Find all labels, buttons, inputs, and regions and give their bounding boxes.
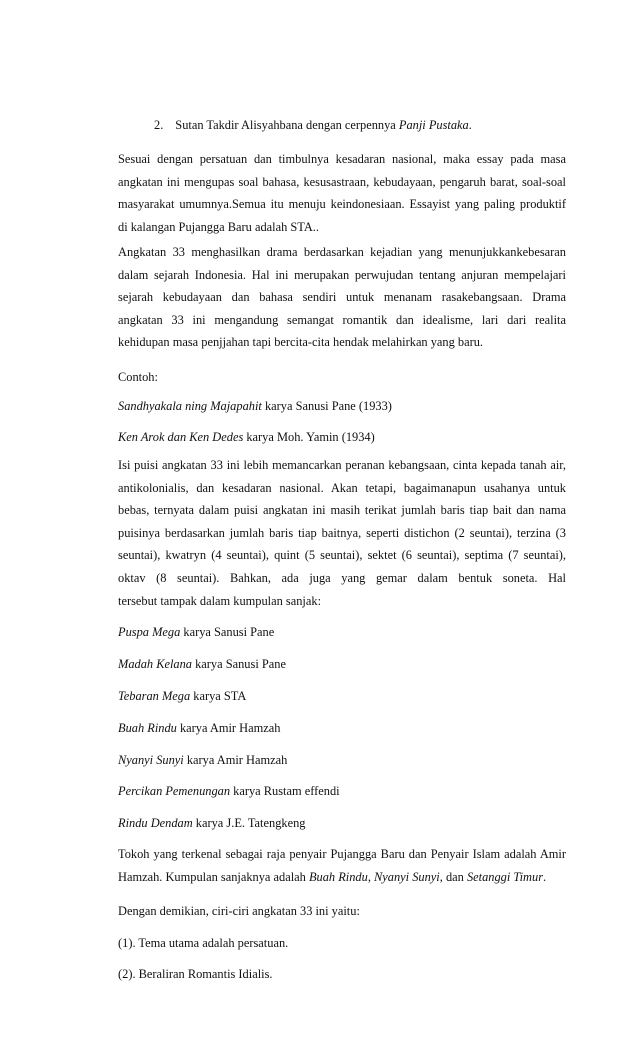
work-title: Rindu Dendam [118, 816, 193, 830]
paragraph-essay [118, 148, 566, 238]
poetry-collection: Buah Rindu karya Amir Hamzah [118, 721, 281, 735]
list-text: Sutan Takdir Alisyahbana dengan cerpennya [175, 118, 399, 132]
work-title: Setanggi Timur [466, 869, 544, 884]
poetry-collection: Tebaran Mega karya STA [118, 689, 247, 703]
characteristic-item: (1). Tema utama adalah persatuan. [118, 936, 289, 950]
poetry-collection: Puspa Mega karya Sanusi Pane [118, 625, 275, 639]
work-title: Panji Pustaka [398, 118, 469, 132]
poetry-collection: Percikan Pemenungan karya Rustam effendi [118, 784, 340, 798]
work-title: Puspa Mega [118, 625, 181, 639]
characteristics-intro: Dengan demikian, ciri-ciri angkatan 33 ini yaitu: [118, 904, 360, 918]
paragraph-line: oktav (8 seuntai). Bahkan, ada juga yang gemar dalam bentuk soneta. Hal [118, 570, 566, 585]
paragraph-line: di kalangan Pujangga Baru adalah STA.. [118, 219, 319, 234]
paragraph-line: puisinya berdasarkan jumlah baris tiap baitnya, seperti distichon (2 seuntai), terzina (3 [118, 525, 566, 540]
paragraph-drama [118, 241, 566, 354]
work-title: Percikan Pemenungan [118, 784, 231, 798]
contoh-label: Contoh: [118, 370, 158, 384]
drama-example: Ken Arok dan Ken Dedes karya Moh. Yamin (1934) [118, 430, 375, 444]
paragraph-line: kehidupan masa penjjahan tapi bercita-cita hendak melahirkan yang baru. [118, 335, 484, 350]
paragraph-line: masyarakat umumnya.Semua itu menuju keindonesiaan. Essayist yang paling produktif [118, 197, 566, 212]
characteristic-item: (2). Beraliran Romantis Idialis. [118, 967, 273, 981]
drama-example: Sandhyakala ning Majapahit karya Sanusi Pane (1933) [118, 399, 392, 413]
paragraph-line: tersebut tampak dalam kumpulan sanjak: [118, 593, 322, 608]
paragraph-amir-hamzah [118, 843, 566, 888]
work-title: Sandhyakala ning Majapahit [118, 399, 262, 413]
paragraph-line: antikolonialis, dan kesadaran nasional. Akan tetapi, bagaimanapun usahanya untuk [118, 480, 566, 495]
paragraph-line: Angkatan 33 menghasilkan drama berdasarkan kejadian yang menunjukkankebesaran [118, 245, 566, 259]
work-title: Buah Rindu [118, 721, 177, 735]
poetry-collection: Madah Kelana karya Sanusi Pane [118, 657, 286, 671]
work-title: Ken Arok dan Ken Dedes [118, 430, 244, 444]
paragraph-line: dalam sejarah Indonesia. Hal ini merupakan perwujudan tentang anjuran mempelajari [118, 267, 566, 282]
poetry-collection: Nyanyi Sunyi karya Amir Hamzah [118, 753, 288, 767]
list-item-2: 2. Sutan Takdir Alisyahbana dengan cerpennya Panji Pustaka. [154, 118, 472, 132]
paragraph-line: seuntai), kwatryn (4 seuntai), quint (5 seuntai), sektet (6 seuntai), septima (7 seuntai), [118, 548, 566, 563]
work-title: Buah Rindu, Nyanyi Sunyi, [308, 869, 443, 884]
work-title: Nyanyi Sunyi [118, 753, 184, 767]
paragraph-line: sejarah kebudayaan dan bahasa sendiri untuk menanam rasakebangsaan. Drama [118, 290, 566, 305]
paragraph-line: bebas, ternyata dalam puisi angkatan ini masih terikat jumlah baris tiap bait dan nama [118, 503, 566, 518]
list-number: 2. [154, 118, 164, 132]
work-title: Tebaran Mega [118, 689, 191, 703]
paragraph-line: Isi puisi angkatan 33 ini lebih memancarkan peranan kebangsaan, cinta kepada tanah air, [118, 458, 566, 472]
paragraph-line: angkatan 33 ini mengandung semangat romantik dan idealisme, lari dari realita [118, 312, 566, 327]
paragraph-line: Hamzah. Kumpulan sanjaknya adalah Buah Rindu, Nyanyi Sunyi, dan Setanggi Timur. [118, 869, 547, 884]
paragraph-poetry [118, 454, 566, 612]
paragraph-line: angkatan ini mengupas soal bahasa, kesusastraan, kebudayaan, pengaruh barat, soal-soal [118, 174, 566, 189]
work-title: Madah Kelana [118, 657, 192, 671]
paragraph-line: Sesuai dengan persatuan dan timbulnya kesadaran nasional, maka essay pada masa [118, 152, 566, 166]
paragraph-line: Tokoh yang terkenal sebagai raja penyair Pujangga Baru dan Penyair Islam adalah Amir [118, 847, 566, 861]
poetry-collection: Rindu Dendam karya J.E. Tatengkeng [118, 816, 306, 830]
